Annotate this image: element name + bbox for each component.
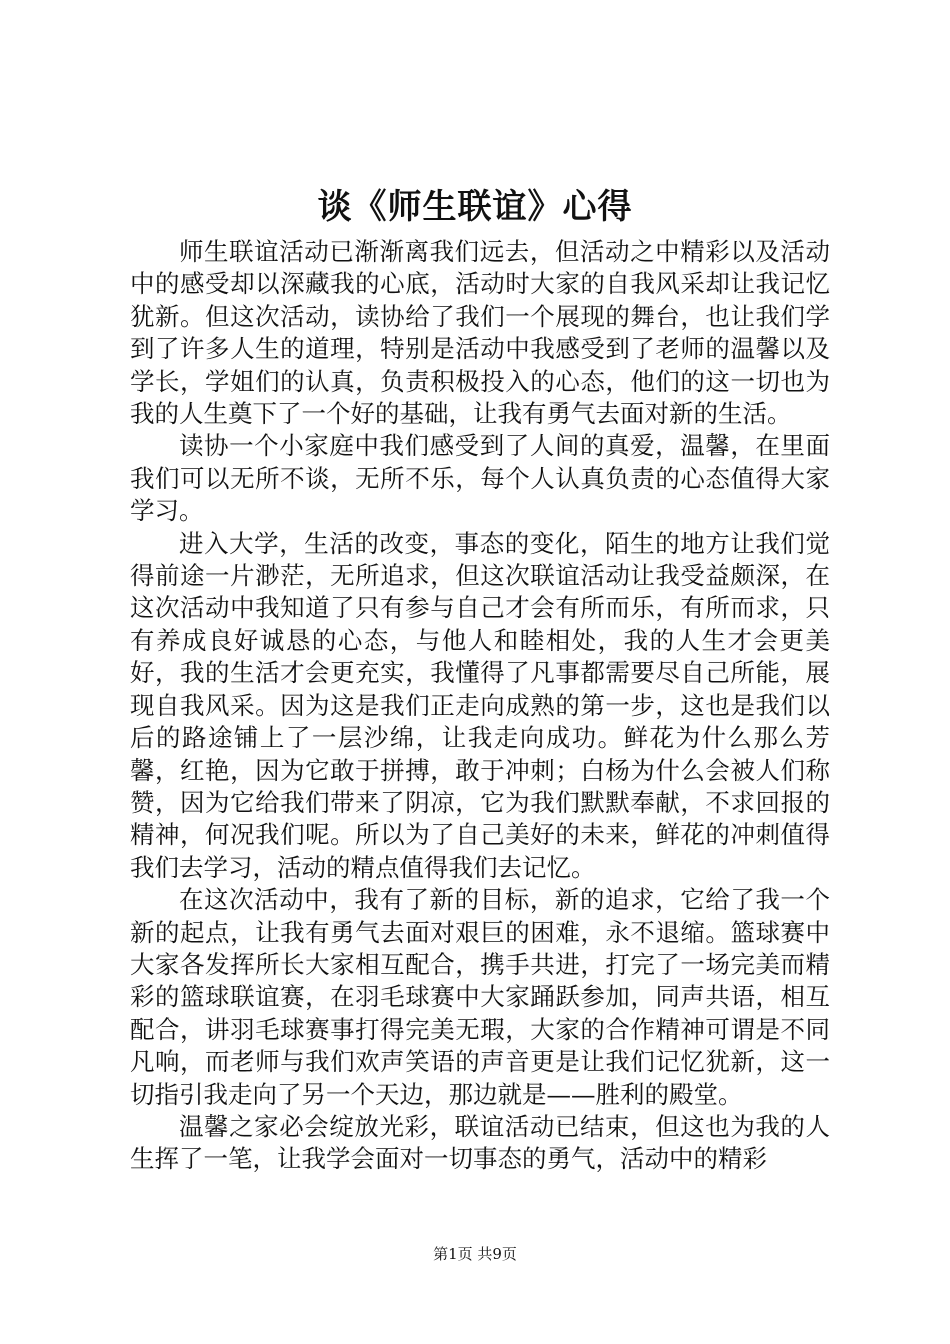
page-footer: 第1页 共9页	[433, 1245, 517, 1263]
paragraph-2: 读协一个小家庭中我们感受到了人间的真爱，温馨，在里面我们可以无所不谈，无所不乐，每个人认真负责的心态值得大家学习。	[130, 431, 830, 526]
paragraph-5: 温馨之家必会绽放光彩，联谊活动已结束，但这也为我的人生挥了一笔，让我学会面对一切事态的勇气，活动中的精彩	[130, 1111, 830, 1174]
paragraph-4: 在这次活动中，我有了新的目标，新的追求，它给了我一个新的起点，让我有勇气去面对艰巨的困难，永不退缩。篮球赛中大家各发挥所长大家相互配合，携手共进，打完了一场完美而精彩的篮球联谊赛，在羽毛球赛中大家踊跃参加，同声共语，相互配合，讲羽毛球赛事打得完美无瑕，大家的合作精神可谓是不同凡响，而老师与我们欢声笑语的声音更是让我们记忆犹新，这一切指引我走向了另一个天边，那边就是——胜利的殿堂。	[130, 885, 830, 1109]
document-title: 谈《师生联谊》心得	[317, 187, 633, 227]
document-body	[130, 236, 830, 1176]
paragraph-3: 进入大学，生活的改变，事态的变化，陌生的地方让我们觉得前途一片渺茫，无所追求，但这次联谊活动让我受益颇深，在这次活动中我知道了只有参与自己才会有所而乐，有所而求，只有养成良好诚恳的心态，与他人和睦相处，我的人生才会更美好，我的生活才会更充实，我懂得了凡事都需要尽自己所能，展现自我风采。因为这是我们正走向成熟的第一步，这也是我们以后的路途铺上了一层沙绵，让我走向成功。鲜花为什么那么芳馨，红艳，因为它敢于拼搏，敢于冲刺；白杨为什么会被人们称赞，因为它给我们带来了阴凉，它为我们默默奉献，不求回报的精神，何况我们呢。所以为了自己美好的未来，鲜花的冲刺值得我们去学习，活动的精点值得我们去记忆。	[130, 528, 830, 882]
paragraph-1: 师生联谊活动已渐渐离我们远去，但活动之中精彩以及活动中的感受却以深藏我的心底，活动时大家的自我风采却让我记忆犹新。但这次活动，读协给了我们一个展现的舞台，也让我们学到了许多人生的道理，特别是活动中我感受到了老师的温馨以及学长，学姐们的认真，负责积极投入的心态，他们的这一切也为我的人生奠下了一个好的基础，让我有勇气去面对新的生活。	[130, 237, 830, 429]
